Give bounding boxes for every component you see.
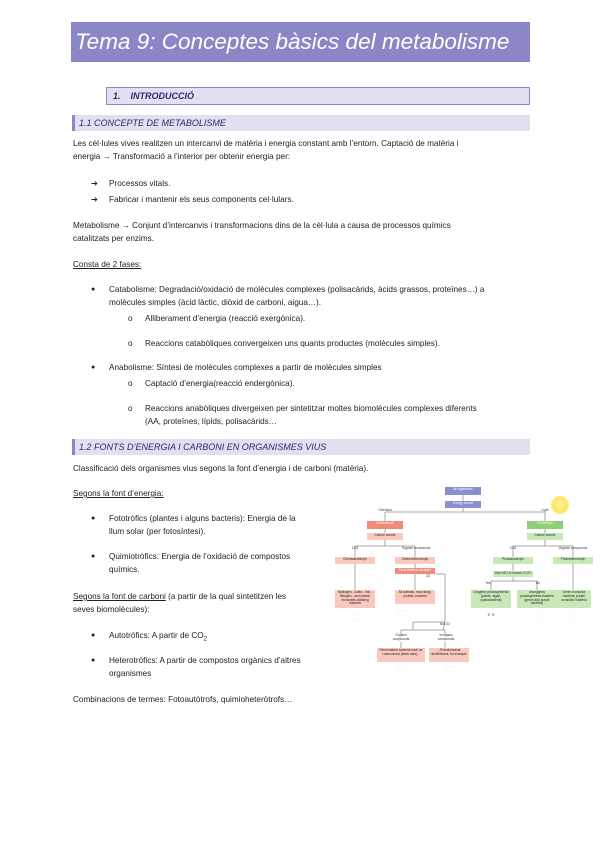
anabolisme-sub-1: Captació d’energia(reacció endergònica). [145, 379, 295, 388]
hydrogen-bacteria-box: Hydrogen-, sulfur-, iron-, nitrogen-, and carbon monoxide-oxidizing bacteria [335, 590, 375, 608]
autotrofics-subscript: 2 [203, 636, 207, 643]
section-label: INTRODUCCIÓ [130, 91, 195, 101]
organisms-classification-diagram [333, 484, 593, 680]
carbon-title: Segons la font de carboni [73, 592, 166, 601]
subsection-heading-fonts: 1.2 FONTS D’ENERGIA I CARBONI EN ORGANISMES VIUS [72, 439, 530, 455]
organic-compounds-label: Organic compounds [392, 633, 410, 641]
anabolisme-sub-2-line-2: (AA, proteïnes, lípids, polisacàrids… [145, 417, 277, 426]
section-heading-introduccio [106, 87, 530, 105]
catabolisme-sub-1: Alliberament d’energia (reacció exergònica). [145, 314, 306, 323]
autotrofics-text: Autotròfics: A partir de CO [109, 631, 204, 640]
bullet-icon: ● [91, 286, 96, 293]
bullet-icon: ● [91, 657, 96, 664]
inorganic-compounds-label: Inorganic compounds [437, 633, 455, 641]
chemoautotroph-box: Chemoautotroph [335, 557, 375, 564]
arrow-item-fabricar: Fabricar i mantenir els seus components cel·lulars. [109, 195, 294, 204]
phases-title: Consta de 2 fases: [73, 260, 142, 269]
fermentative-bacteria-box: Fermentative bacteria such as Lactococcus (lactic acid)... [377, 648, 425, 662]
subsection-heading-concepte: 1.1 CONCEPTE DE METABOLISME [72, 115, 530, 131]
section-number: 1. [113, 91, 121, 101]
catabolisme-sub-2: Reaccions catabòliques convergeixen uns quants productes (molècules simples). [145, 339, 440, 348]
quimiotrofics-line-2: químics. [109, 565, 140, 574]
carbon-source-right-box: Carbon source [527, 533, 563, 540]
energy-source-box: Energy source [445, 501, 481, 508]
microbe-illustration-icon: · ˙ ∙ · ˙ ∙ · ˙ ∙ [349, 612, 361, 622]
heterotrofics-line-1: Heterotròfics: A partir de compostos orgànics d’altres [109, 656, 301, 665]
bullet-icon: ● [91, 553, 96, 560]
page-title: Tema 9: Conceptes bàsics del metabolisme [71, 22, 530, 62]
anoxygenic-box: Anoxygenic photosynthesis bacteria (green and purple bacteria) [517, 590, 557, 608]
microbe-illustration-icon: ˙ · ∙ ˙ · ∙ ˙ [396, 664, 406, 674]
all-animals-box: All animals, most fungi, protists, bacteria [395, 590, 435, 604]
green-nonsulfur-box: Green nonsulfur bacteria, purple nonsulfur bacteria [557, 590, 591, 608]
organic-right-label: Organic compounds [558, 546, 588, 550]
metabolisme-line-1: Metabolisme → Conjunt d’intercanvis i transformacions dins de la cèl·lula a causa de processos químics [73, 221, 451, 230]
anabolisme-sub-2-line-1: Reaccions anabòliques divergeixen per sintetitzar moltes biomolècules complexes diferents [145, 404, 477, 413]
no-label: No [535, 581, 541, 585]
oxygenic-box: Oxygenic photosynthesis (plants, algae, cyanobacteria) [471, 590, 511, 608]
intro-line-2: energia → Transformació a l’interior per obtenir energia per: [73, 152, 291, 161]
h2o-question-box: Has H2O to reduce CO2? [494, 571, 532, 575]
plant-illustration-icon: ❦ ❦ [487, 612, 495, 617]
all-organisms-box: All organisms [445, 487, 481, 495]
photoautotroph-box: Photoautotroph [493, 557, 533, 564]
circle-bullet-icon: o [128, 339, 133, 348]
bullet-icon: ● [91, 632, 96, 639]
chemoheterotroph-box: Chemoheterotroph [395, 557, 435, 564]
carbon-line-1 [73, 590, 333, 603]
fototrofics-line-2: llum solar (per fotosíntesi). [109, 527, 206, 536]
arrow-bullet-icon: ➔ [91, 195, 98, 204]
arrow-bullet-icon: ➔ [91, 179, 98, 188]
quimiotrofics-line-1: Quimiotròfics: Energia de l’oxidació de compostos [109, 552, 291, 561]
yes-label: Yes [485, 581, 491, 585]
arrow-item-processos: Processos vitals. [109, 179, 171, 188]
circle-bullet-icon: o [128, 404, 133, 413]
classificacio-text: Classificació dels organismes vius segons la font d’energia i de carboni (matèria). [73, 464, 369, 473]
microbe-illustration-icon: · ˙ ∙ · ∙ ˙ · [443, 664, 453, 674]
chemical-label: Chemical [378, 508, 392, 512]
catabolisme-line-2: molècules simples (àcid làctic, diòxid de carboni, aigua…). [109, 298, 322, 307]
o2-label: O2 [425, 574, 431, 578]
light-label: Light [541, 508, 549, 512]
pseudomonas-box: ...Pseudomonas denitrificans, for example [429, 648, 469, 662]
chemotroph-box: Chemotroph [367, 521, 403, 529]
animal-illustration-icon: ˙ ∙ · ˙ ∙ · ˙ ∙ · [396, 608, 408, 618]
co2-right-label: CO2 [509, 546, 517, 550]
carbon-rest: (a partir de la qual sintetitzen les [165, 592, 287, 601]
co2-left-label: CO2 [351, 546, 359, 550]
not-o2-label: Not O2 [439, 622, 451, 626]
photoheterotroph-box: Photoheterotroph [553, 557, 593, 564]
bullet-icon: ● [91, 364, 96, 371]
metabolisme-line-2: catalitzats per enzims. [73, 234, 154, 243]
carbon-source-left-box: Carbon source [367, 533, 403, 540]
bullet-icon: ● [91, 515, 96, 522]
circle-bullet-icon: o [128, 314, 133, 323]
heterotrofics-line-2: organismes [109, 669, 152, 678]
combinacions-text: Combinacions de termes: Fotoautòtrofs, quimioheteròtrofs… [73, 695, 293, 704]
catabolisme-line-1: Catabolisme: Degradació/oxidació de molècules complexes (polisacàrids, àcids grassos, proteïnes…) a [109, 285, 485, 294]
bacteria-illustration-icon: · ∙ ˙ · ˙ ∙ · [532, 612, 542, 622]
phototroph-box: Phototroph [527, 521, 563, 529]
autotrofics-line [109, 629, 207, 647]
intro-line-1: Les cèl·lules vives realitzen un intercanvi de matèria i energia constant amb l’entorn. Captació de matèria i [73, 139, 459, 148]
organic-left-label: Organic compounds [401, 546, 431, 550]
energy-title: Segons la font d’energia: [73, 489, 164, 498]
final-electron-acceptor-box: Final electron acceptor [395, 568, 435, 574]
circle-bullet-icon: o [128, 379, 133, 388]
bacteria-illustration-icon: ∙ · ˙ · ∙ ˙ [571, 612, 577, 622]
carbon-line-2: seves biomolècules): [73, 605, 150, 614]
fototrofics-line-1: Fototròfics (plantes i alguns bacteris): Energia de la [109, 514, 296, 523]
anabolisme-line: Anabolisme: Síntesi de molècules complexes a partir de molècules simples [109, 363, 382, 372]
